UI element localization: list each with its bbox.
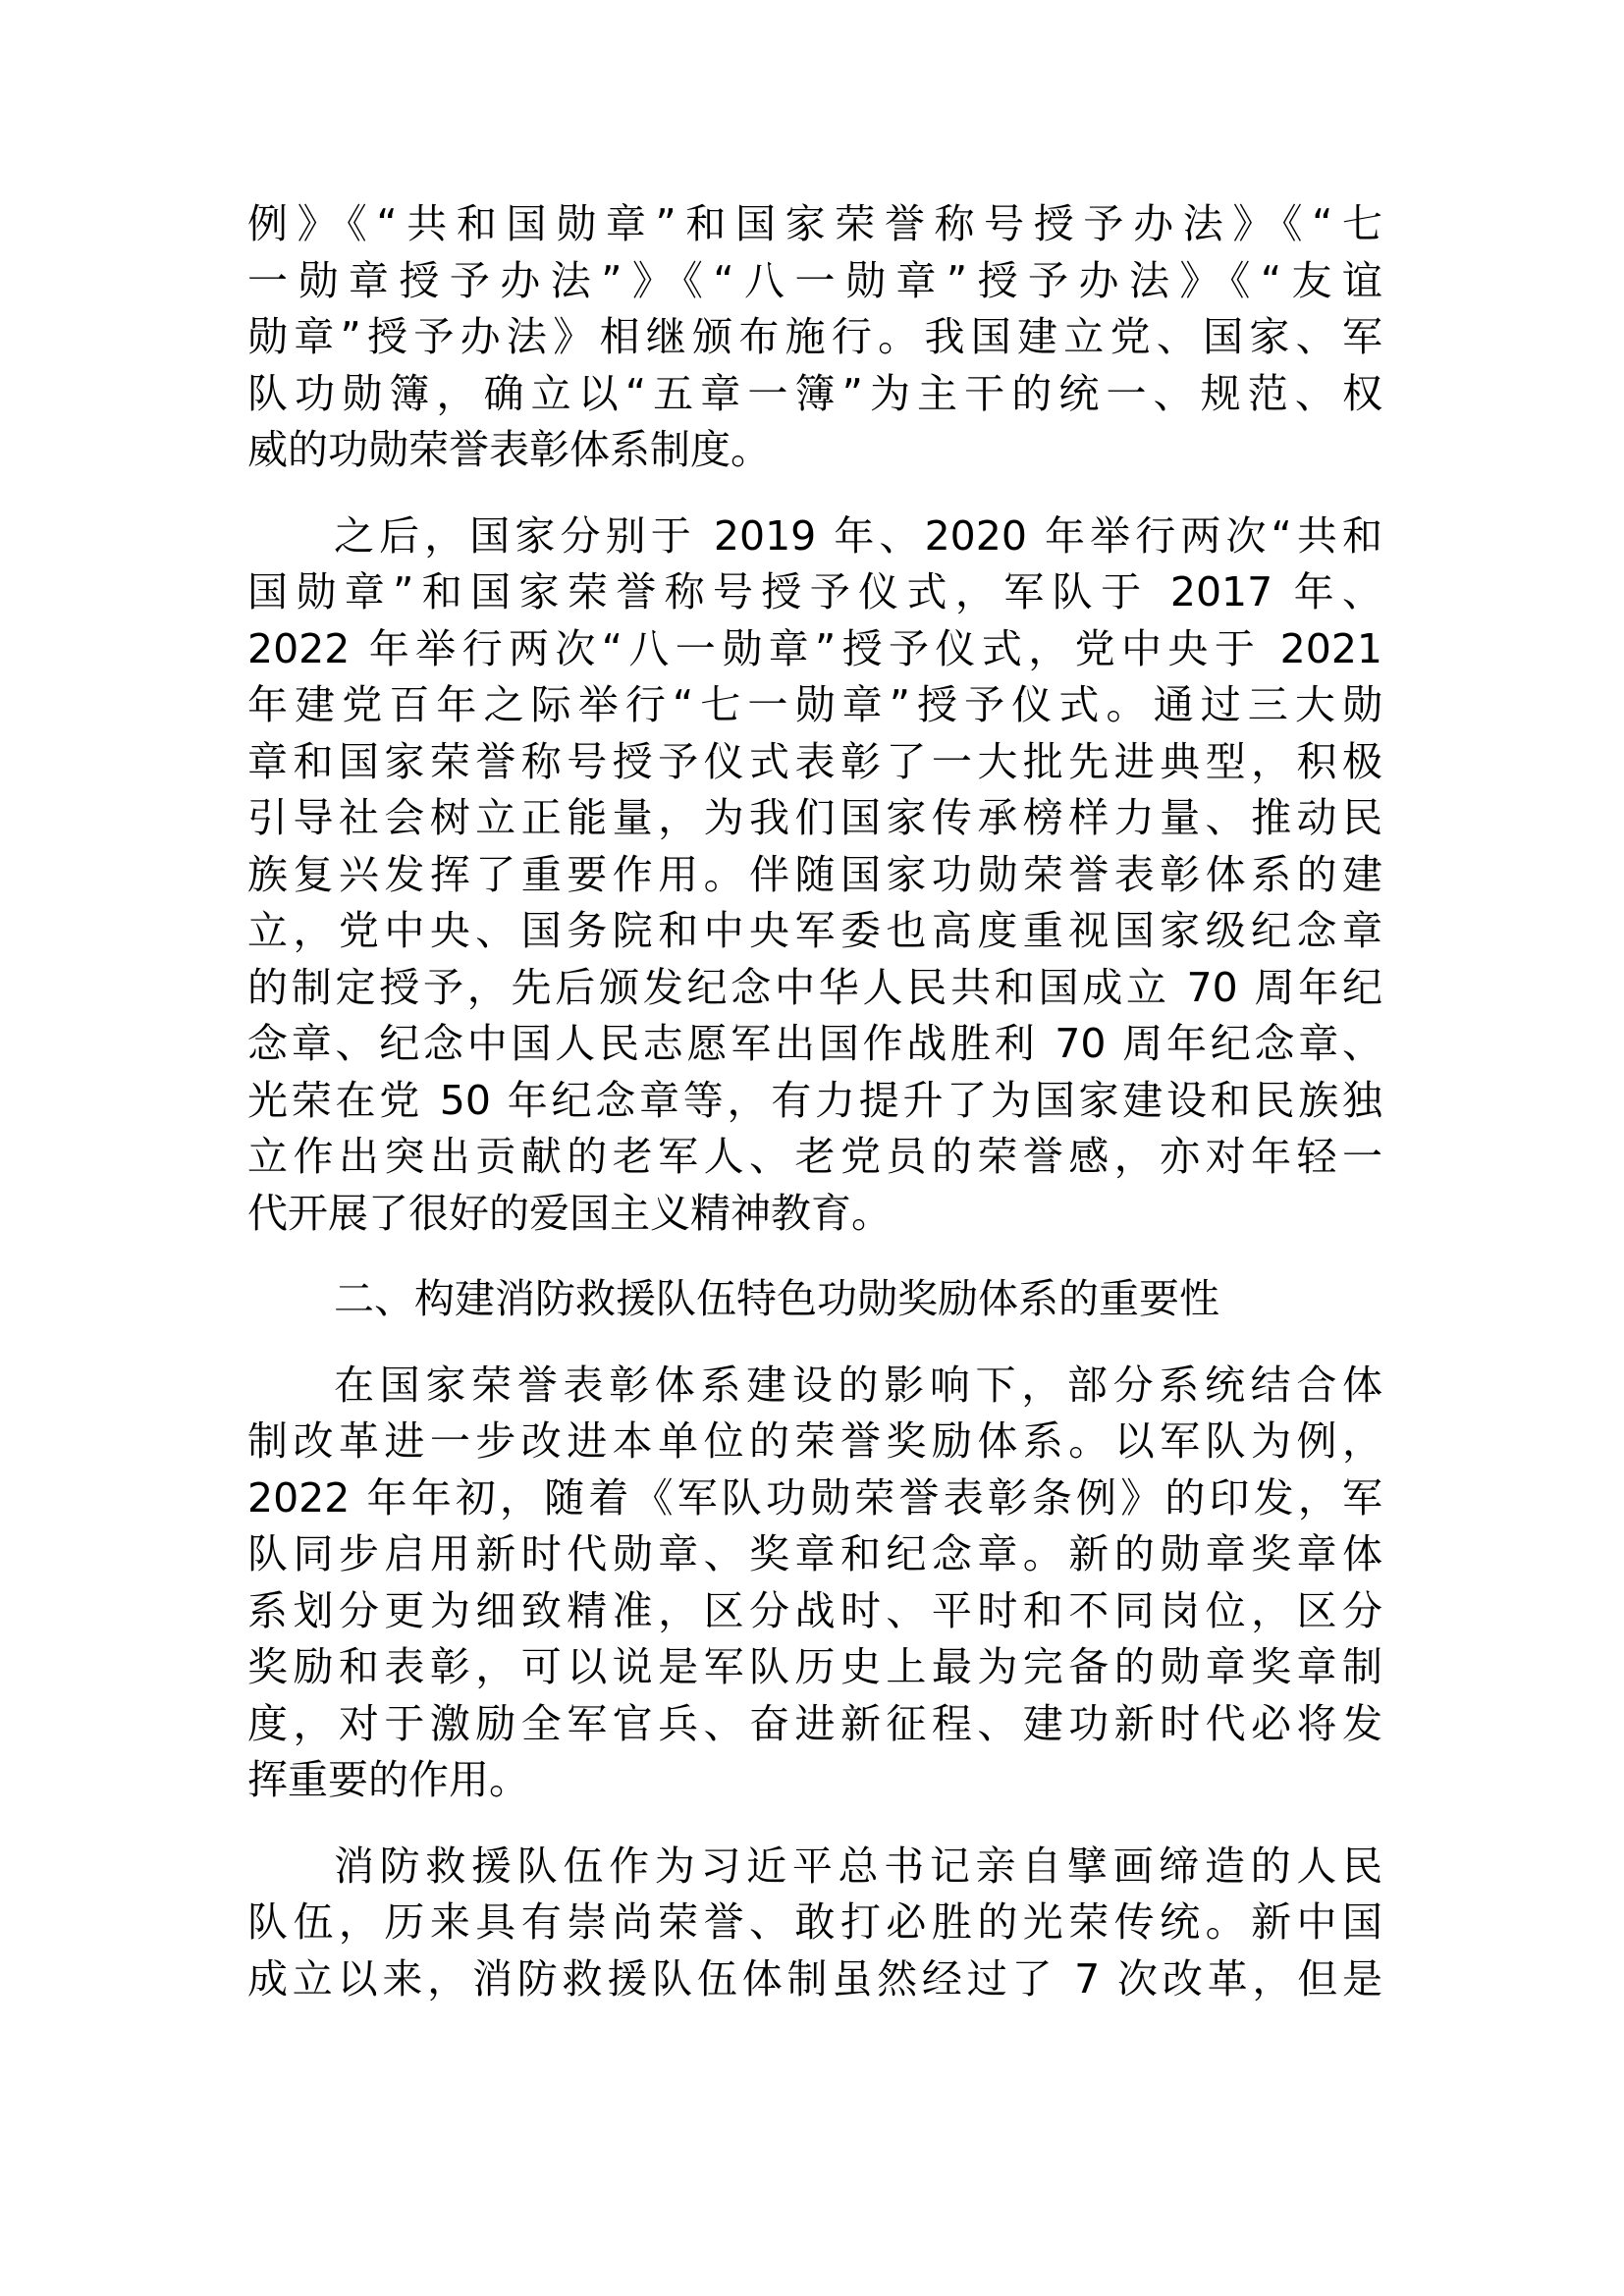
text-line: 代开展了很好的爱国主义精神教育。 <box>247 1189 892 1237</box>
text-line: 队同步启用新时代勋章、奖章和纪念章。新的勋章奖章体 <box>247 1530 1382 1577</box>
text-line: 奖励和表彰，可以说是军队历史上最为完备的勋章奖章制 <box>247 1643 1382 1690</box>
text-line: 章和国家荣誉称号授予仪式表彰了一大批先进典型，积极 <box>247 737 1382 785</box>
text-line: 立作出突出贡献的老军人、老党员的荣誉感，亦对年轻一 <box>247 1133 1382 1180</box>
text-line: 制改革进一步改进本单位的荣誉奖励体系。以军队为例， <box>247 1417 1382 1465</box>
document-page <box>247 196 1382 2037</box>
text-line: 成立以来，消防救援队伍体制虽然经过了 7 次改革，但是 <box>247 1954 1382 2002</box>
text-line: 族复兴发挥了重要作用。伴随国家功勋荣誉表彰体系的建 <box>247 850 1382 898</box>
text-line: 系划分更为细致精准，区分战时、平时和不同岗位，区分 <box>247 1586 1382 1634</box>
text-line: 在国家荣誉表彰体系建设的影响下，部分系统结合体 <box>334 1361 1382 1409</box>
paragraph-award-ceremonies <box>247 508 1382 1243</box>
text-line: 队功勋簿，确立以“五章一簿”为主干的统一、规范、权 <box>247 369 1382 417</box>
section-heading: 二、构建消防救援队伍特色功勋奖励体系的重要性 <box>334 1275 1219 1322</box>
text-line: 例》《“共和国勋章”和国家荣誉称号授予办法》《“七 <box>247 200 1382 247</box>
text-line: 光荣在党 50 年纪念章等，有力提升了为国家建设和民族独 <box>247 1076 1382 1124</box>
text-line: 国勋章”和国家荣誉称号授予仪式，军队于 2017 年、 <box>247 568 1382 615</box>
text-line: 一勋章授予办法”》《“八一勋章”授予办法》《“友谊 <box>247 256 1382 304</box>
text-line: 念章、纪念中国人民志愿军出国作战胜利 70 周年纪念章、 <box>247 1020 1382 1067</box>
text-line: 立，党中央、国务院和中央军委也高度重视国家级纪念章 <box>247 907 1382 954</box>
text-line: 引导社会树立正能量，为我们国家传承榜样力量、推动民 <box>247 794 1382 841</box>
paragraph-military-honors <box>247 1358 1382 1809</box>
text-line: 勋章”授予办法》相继颁布施行。我国建立党、国家、军 <box>247 313 1382 360</box>
text-line: 威的功勋荣誉表彰体系制度。 <box>247 426 771 473</box>
text-line: 2022 年举行两次“八一勋章”授予仪式，党中央于 2021 <box>247 624 1382 672</box>
paragraph-medal-regulations <box>247 196 1382 479</box>
text-line: 消防救援队伍作为习近平总书记亲自擘画缔造的人民 <box>334 1842 1382 1890</box>
text-line: 的制定授予，先后颁发纪念中华人民共和国成立 70 周年纪 <box>247 963 1382 1011</box>
paragraph-fire-rescue <box>247 1839 1382 2008</box>
text-line: 2022 年年初，随着《军队功勋荣誉表彰条例》的印发，军 <box>247 1473 1382 1522</box>
text-line: 度，对于激励全军官兵、奋进新征程、建功新时代必将发 <box>247 1699 1382 1747</box>
text-line: 队伍，历来具有崇尚荣誉、敢打必胜的光荣传统。新中国 <box>247 1898 1382 1946</box>
text-line: 之后，国家分别于 2019 年、2020 年举行两次“共和 <box>334 511 1382 560</box>
text-line: 年建党百年之际举行“七一勋章”授予仪式。通过三大勋 <box>247 681 1382 728</box>
text-line: 挥重要的作用。 <box>247 1756 529 1803</box>
